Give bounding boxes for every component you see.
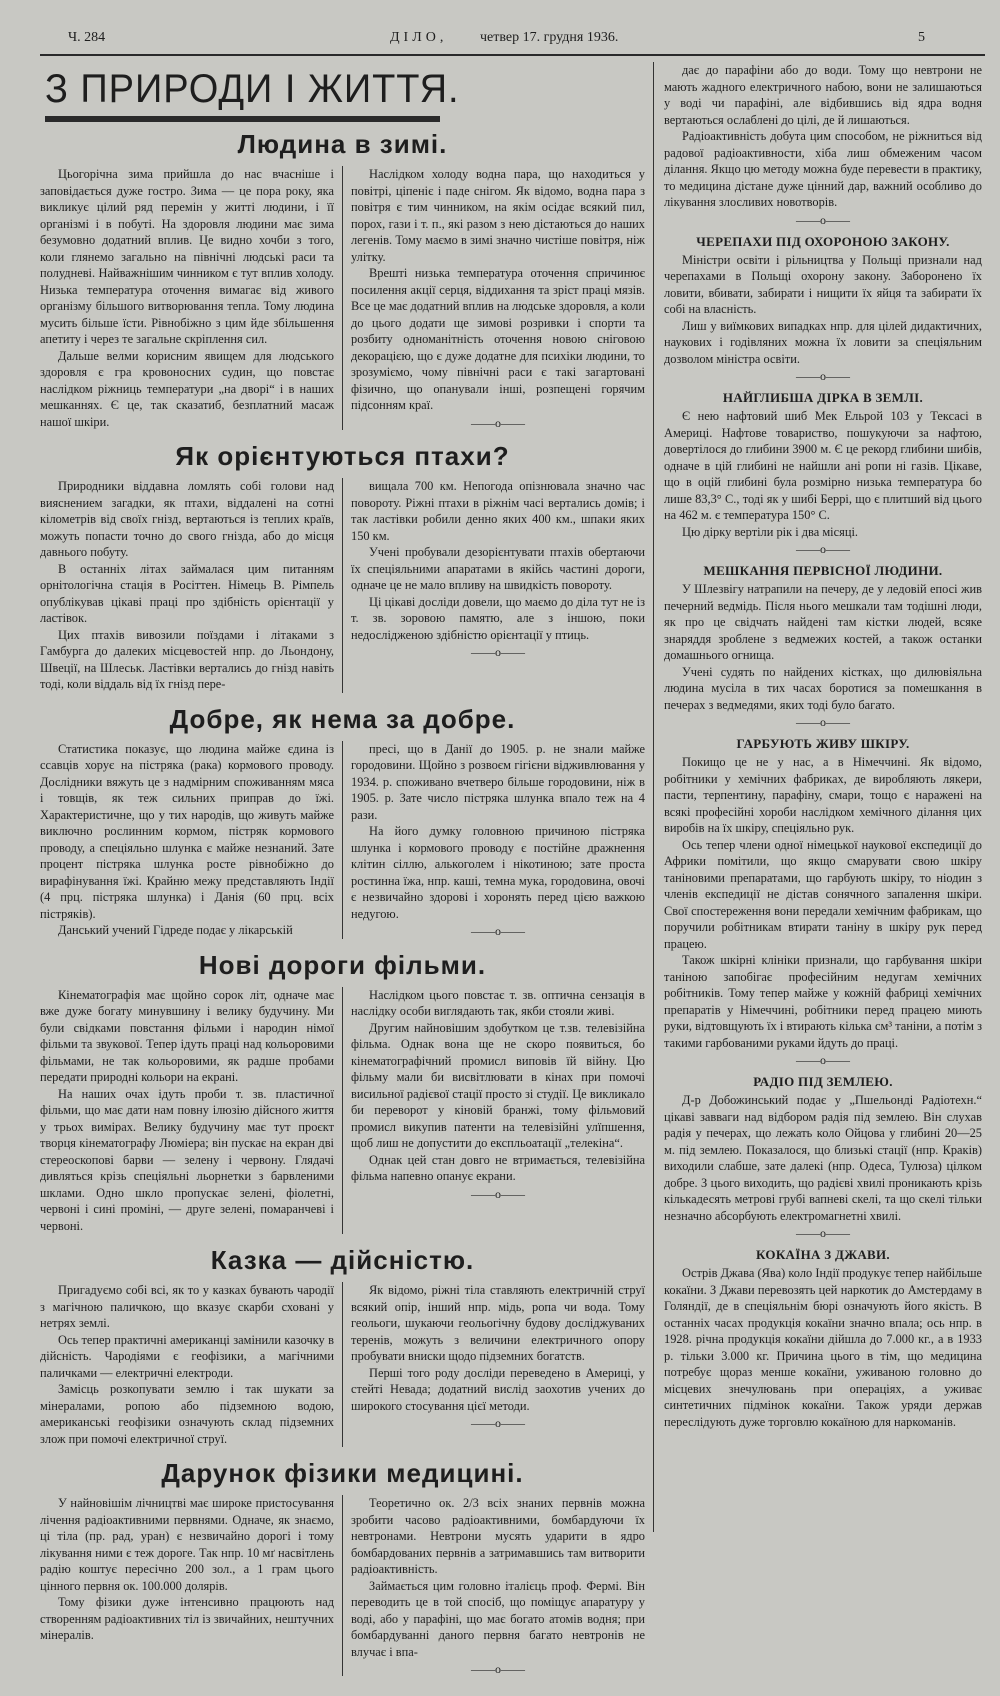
paragraph: У найновішім лічництві має широке пристосування лічення радіоактивними первнями. Одначе, як знаємо, ці тіла (пр. рад, уран) є незвичайно дорогі і тому лікування ними є теж дороге. Так нпр. 10 мґ насвітлень радію коштує пересічно 200 зол., а 1 грам цього цінного первня ок. 100.000 долярів. <box>40 1496 334 1593</box>
paragraph: Займається цим головно італієць проф. Фермі. Він переводить це в той спосіб, що поміщує апаратуру у воді, або у парафіні, що має богато атомів водня; при бомбардуванні даного первня багато невтронів не влучає і впа- <box>351 1578 645 1659</box>
column-rule <box>342 1495 343 1676</box>
article-title: Дарунок фізики медицині. <box>161 1458 524 1488</box>
paragraph: Наслідком цього повстає т. зв. оптична сензація в наслідку особи виглядають так, якби стояли живі. <box>351 987 645 1018</box>
column-rule <box>342 1282 343 1447</box>
paragraph: Учені судять по найдених кістках, що дилювіяльна людина мусіла в тих часах боротися за помешкання в печерах з ведмедями, яких тоді було багато. <box>664 664 982 712</box>
article <box>40 128 645 430</box>
paragraph: Наслідком холоду водна пара, що находиться у повітрі, ціпеніє і паде снігом. Як відомо, водна пара з повітря є тим чинником, на якім осідає всякий пил, порох, гази і т. п., які разом з нею дістаються до наших легенів. Тому маємо в зимі значно чистіше повітря, ніж улітку. <box>351 167 645 264</box>
article-title: Нові дороги фільми. <box>198 949 487 980</box>
article-columns <box>40 741 645 939</box>
article-columns <box>40 166 645 430</box>
text-column <box>40 166 334 430</box>
paragraph: Замісць розкопувати землю і так шукати за мінералами, ропою або підземною водою, американські геофізики означують склад підземних злож при помочі електричної струї. <box>40 1382 334 1446</box>
item-divider: ——o—— <box>796 715 850 729</box>
item-divider: ——o—— <box>796 369 850 383</box>
news-item-title: ГАРБУЮТЬ ЖИВУ ШКІРУ. <box>736 736 910 751</box>
article-columns <box>40 478 645 693</box>
column-divider <box>653 62 654 1532</box>
paragraph: Ось тепер практичні американці замінили казочку в дійсність. Чародіями є геофізики, а магічними паличками — електричні електроди. <box>40 1332 334 1380</box>
right-column <box>664 62 982 1430</box>
paragraph: Однак цей стан довго не втримається, телевізійна фільма напевно опанує екрани. <box>351 1152 645 1183</box>
paragraph: Цих птахів вивозили поїздами і літаками з Гамбурга до далеких місцевостей нпр. до Льондону, Швеції, на Шлеськ. Ластівки вертались до гнізд навіть тоді, коли віддаль від їх гнізд пере- <box>40 627 334 691</box>
article-title: Добре, як нема за добре. <box>169 703 516 734</box>
paragraph: На наших очах ідуть проби т. зв. пластичної фільми, що має дати нам повну ілюзію дійсного життя у трьох вимірах. Велику будучину має тут проєкт творця кінематографу Люміера; він пускає на екран дві стереоскопові барви — зелену і червону. Глядачі дивляться крізь спеціяльні льорнетки з барвленими шклами. Одно шкло пропускає зелені, фіолетні, червоні і сині проміні, — друге зелені, помаранчеві і червоні. <box>40 1086 334 1233</box>
section-title: З ПРИРОДИ І ЖИТТЯ. <box>45 67 460 111</box>
article-columns <box>40 987 645 1235</box>
paragraph: У Шлезвігу натрапили на печеру, де у ледовій епосі жив печерний ведмідь. Після нього мешкали там тодішні люди, як про це свідчать найдені там кістки людей, всяке знаряддя зроблене з ведмежих костей, а також останки домашнього огнища. <box>664 582 982 662</box>
paragraph: Другим найновішим здобутком це т.зв. телевізійна фільма. Однак вона ще не скоро появиться, бо кінематографічний промисл виповів їй війну. Цю фільму мали би висвітлювати в кінах при помочі висильної радієвої стації просто зі студії. Це викликало би переворот у кіновій бранжі, тому фільмовий промисл викупив патенти на телевізійні улїпшення, щоб лиш не допустити до експльоатації „телекіна“. <box>351 1020 645 1150</box>
article-title: Як орієнтуються птахи? <box>175 441 510 471</box>
paragraph: Цьогорічна зима прийшла до нас вчасніше і заповідається дуже гостро. Зима — це пора року, яка викликує цілий ряд перемін у житті людини, і її організмі і в побуті. На здоровля людини має зима безумовно додатний вплив. Це видно хочби з того, коли глянемо загально на північні людські раси та полудневі. Найважнішим чинником є тут вплив холоду. Низька температура оточення вимагає від живого організму більшого витворювання тепла. Тому людина мусить більше їсти. Рівнобіжно з цим йде збільшення апетиту і через те загальне скріплення сил. <box>40 167 334 346</box>
paragraph: Цю дірку вертіли рік і два місяці. <box>682 524 858 539</box>
paragraph: Пригадуємо собі всі, як то у казках бувають чародії з магічною паличкою, що вказує скарби сховані у нетрях землі. <box>40 1283 334 1330</box>
paragraph: Покищо це не у нас, а в Німеччині. Як відомо, робітники у хемічних фабриках, де виробляють лякери, пасти, терпентину, парафіну, смари, тощо є наражені на всякі професійні хороби наслідком хемічного ділання цих виробів на їх шкіру, спеціяльно рук. <box>664 755 982 835</box>
paragraph: Врешті низька температура оточення спричинює посилення акції серця, віддихання та зріст праці мязів. Все це має додатний вплив на людське здоровля, а коли до цього додати ще зимові розривки і спорти та розбиту одноманітність оточення новою сніговою декорацією, що є дуже додатне для психіки людини, то зрозуміємо, чому північні раси є такі загартовані фізично, що опанували інші, розпещені горячим підсонням краї. <box>351 266 645 412</box>
paragraph: Дальше велми корисним явищем для людського здоровля є гра кровоносних судин, що повстає наслідком ріжниць температури „на дворі“ і в наших мешканнях. Є це, так сказатиб, безплатний масаж нашої шкіри. <box>40 348 334 429</box>
paragraph: Д-р Добожинський подає у „Пшельонді Радіотехн.“ цікаві завваги над відбором радія під землею. Він слухав радія у печерах, що лежать коло Ойцова у глибині 20—25 м. під землею. Показалося, що близькі стації (нпр. Краків) виходили слабше, зате далекі (нпр. Одеса, Тулюза) цілком добре. З цього виходить, що радієві хвилі проникають крізь кількадесять метрові грубі вапневі скелі, та що скелі тільки незначно абсорбують електромагнетні хвилі. <box>664 1093 982 1223</box>
paragraph: Радіоактивність добута цим способом, не ріжниться від радової радіоактивности, хіба лиш обмеженим часом ділання. Якщо цю методу можна буде перевести в практику, то медицина дістане дуже цінний дар, важний особливо до лікування злосливих новотворів. <box>664 129 982 209</box>
column-rule <box>342 987 343 1235</box>
text-column <box>40 1495 334 1676</box>
paragraph: Міністри освіти і рільництва у Польщі признали над черепахами в Польщі охорону закону. Заборонено їх ловити, вбивати, забирати і нищити їх яйця та забирати їх собі на власність. <box>664 252 982 316</box>
column-rule <box>342 741 343 939</box>
paragraph: Острів Джава (Ява) коло Індії продукує тепер найбільше кокаїни. З Джави перевозять цей наркотик до Амстердаму в Голяндії, де в спеціяльнім бюрі означують його якість. В останніх часах продукція кокаїни значно впала; ось нпр. в 1928. річна продукція кокаїни дійшла до 7.000 кг., а в 1933 р. тільки 3.000 кг. Причина цього в тім, що медицина потребує щораз менше кокаїни, уживаною головно до місцевих знечулювань при операціях, а уживає синтетичних підмінок кокаїни. Також уряди держав переслідують дуже торговлю кокаїною для наркоманів. <box>664 1266 982 1429</box>
left-articles <box>40 128 645 1676</box>
article-end-divider: ——o—— <box>471 415 525 430</box>
paragraph: дає до парафіни або до води. Тому що невтрони не мають жадного електричного набою, вони не залишаються у воді чи парафіні, але відбившись від ядра водня вертаються ослаблені до цілі, де й лишаються. <box>664 63 982 127</box>
news-item-title: ЧЕРЕПАХИ ПІД ОХОРОНОЮ ЗАКОНУ. <box>696 233 950 249</box>
paragraph: Ці цікаві досліди довели, що маємо до діла тут не із т. зв. зоровою памятю, але з іншою, поки недослідженою здібністю орієнтації у птиць. <box>351 594 645 642</box>
column-rule <box>342 166 343 430</box>
paragraph: Як відомо, ріжні тіла ставляють електричній струї всякий опір, інший нпр. мідь, ропа чи вода. Тому геольоги, шукаючи геольогічну будову досліджуваних теренів, можуть з величини електричного опору пробувати вниски щодо підземних богатств. <box>351 1283 645 1363</box>
paragraph: пресі, що в Данії до 1905. р. не знали майже городовини. Щойно з розвоєм гігієни відживлювання у 1934. р. споживано вчетверо більше городовини, ніж в 1905. р. Зате число пістряка шлунка впало теж на 4 рази. <box>351 741 645 822</box>
text-column <box>351 166 645 430</box>
paragraph: Статистика показує, що людина майже єдина із ссавців хорує на пістряка (рака) кормового проводу. Дослідники вяжуть це з надмірним споживанням мяса і товщів, як теж сильних приправ до їжі. Характеристичне, що у тих народів, що живуть майже виключно рослинним кормом, пістряк кормового проводу, а спеціяльно шлунка є майже незнаний. Зате процент пістряка шлунка росте рівнобіжно до вирафінування їжі. Крайню межу представляють Індії (4 прц. пістряка шлунка) і Данія (60 прц. всіх пістряків). <box>40 741 334 921</box>
header-rule <box>40 54 985 56</box>
issue-date: четвер 17. грудня 1936. <box>480 30 619 45</box>
article-end-divider: ——o—— <box>471 1186 525 1201</box>
paragraph: Є нею нафтовий шиб Мек Ельрой 103 у Тексасі в Америці. Нафтове товариство, пошукуючи за нафтою, довертілося до глибини 3900 м. Є це рекорд глибини шибів, одначе в цій глибині не найшли ані ропи ні газів. Цікаве, що в оцій глибині була розмірно низька температура бо лише 83,3° С., тоді як у шибі Беррі, що є плитший від цього на 462 м. є температура 150° С. <box>664 409 982 522</box>
item-divider: ——o—— <box>796 1226 850 1240</box>
news-item-title: НАЙГЛИБША ДІРКА В ЗЕМЛІ. <box>722 390 924 405</box>
article-title: Людина в зимі. <box>237 129 448 159</box>
paragraph: Кінематографія має щойно сорок літ, одначе має вже дуже богату минувшину і велику будучину. Ми були свідками повстання фільми і народин німої фільми та звукової. Тепер ідуть праці над кольоровими фільмами, не так кольоровими, як радше пробами передати природні кольори на екрані. <box>40 987 334 1084</box>
article-columns <box>40 1495 645 1676</box>
paragraph: Перші того роду досліди переведено в Америці, у стейті Невада; додатний вислід заохотив учених до широкого стосування цієї методи. <box>351 1365 645 1413</box>
section-title-underline <box>45 116 440 122</box>
article <box>40 1457 645 1676</box>
text-column <box>351 1495 645 1676</box>
text-column <box>40 1282 334 1447</box>
paragraph: Також шкірні клініки признали, що гарбування шкіри таніною запобігає професійним недугам хемічних робітників. Тому тепер майже у кожній фабриці хемічних препаратів у Німеччині, робітники перед працею миють руки, відтовщують їх і втирають кілька см³ таніни, а потім з такими гарбованими руками йдуть до праці. <box>664 953 982 1050</box>
paragraph: Природники віддавна ломлять собі голови над вияснением загадки, як птахи, віддалені на сотні кілометрів від своїх гнізд, вертаються із теплих країв, можуть попасти точно до свого гнізда, або до місця давнього побуту. <box>40 479 334 559</box>
article-title: Казка — дійсністю. <box>210 1245 475 1275</box>
article <box>40 703 645 939</box>
article-columns <box>40 1282 645 1447</box>
paragraph: Теоретично ок. 2/3 всіх знаних первнів можна зробити часово радіоактивними, бомбардуючи їх невтронами. Невтрони мусять ударити в ядро бомбардованих первнів а затримавшись там витворити радіоактивність. <box>351 1496 645 1576</box>
news-item-title: КОКАЇНА З ДЖАВИ. <box>756 1247 890 1262</box>
news-item-title: МЕШКАННЯ ПЕРВІСНОЇ ЛЮДИНИ. <box>703 563 943 578</box>
item-divider: ——o—— <box>796 1053 850 1067</box>
column-rule <box>342 478 343 693</box>
article <box>40 1244 645 1447</box>
text-column <box>351 987 645 1235</box>
news-item-title: РАДІО ПІД ЗЕМЛЕЮ. <box>753 1074 893 1089</box>
paragraph: Данський учений Гідреде подає у лікарській <box>58 923 293 937</box>
paragraph: Ось тепер члени одної німецької наукової експедиції до Африки помітили, що якщо смарувати свою шкіру таніновими препаратами, що гарбують шкіру, то ніодин з членів експедиції не дістав сонячного запалення шкіри. Свої спостереження вони передали хемічним фабрикам, що поручили робітникам втирати таніну в шкіру рук перед працею. <box>664 837 982 951</box>
page-number: 5 <box>918 30 925 45</box>
text-column <box>40 478 334 693</box>
issue-number: Ч. 284 <box>68 30 106 45</box>
paragraph: вищала 700 км. Непогода опізнювала значно час повороту. Ріжні птахи в ріжнім часі вертались домів; і так ластівки робили денно яких 400 км., шпаки яких 150 км. <box>351 479 645 543</box>
text-column <box>40 741 334 939</box>
paragraph: Лиш у виїмкових випадках нпр. для цілей дидактичних, наукових і годівляних можна їх ловити за спеціяльним дозволом міністра освіти. <box>664 318 982 366</box>
paragraph: Тому фізики дуже інтенсивно працюють над створенням радіоактивних тіл із звичайних, нештучних мінералів. <box>40 1595 334 1642</box>
paragraph: На його думку головною причиною пістряка шлунка і кормового проводу є постійне дражнення клітин сіллю, алькоголем і нікотиною; зате проста ростинна їжа, нпр. каші, темна мука, городовина, овочі є незвичайно здорові і хоронять перед цією важкою недугою. <box>351 824 645 921</box>
article-end-divider: ——o—— <box>471 1416 525 1430</box>
article <box>40 949 645 1235</box>
article <box>40 440 645 693</box>
article-end-divider: ——o—— <box>471 645 525 659</box>
paragraph: В останніх літах займалася цим питанням орнітологічна стація в Росіттен. Німець В. Рімпель опублікував цікаві праці про здібність орієнтації у ластівок. <box>40 561 334 625</box>
article-end-divider: ——o—— <box>471 924 525 938</box>
paragraph: Учені пробували дезорієнтувати птахів обертаючи їх спеціяльними апаратами в якійсь частині дороги, одначе це не мало впливу на швидкість повороту. <box>351 545 645 592</box>
text-column <box>40 987 334 1235</box>
newspaper-name: ДІЛО, <box>390 30 448 45</box>
item-divider: ——o—— <box>796 212 850 227</box>
text-column <box>351 1282 645 1447</box>
text-column <box>351 741 645 939</box>
page-header <box>60 30 960 50</box>
text-column <box>351 478 645 693</box>
item-divider: ——o—— <box>796 542 850 556</box>
article-end-divider: ——o—— <box>471 1662 525 1676</box>
